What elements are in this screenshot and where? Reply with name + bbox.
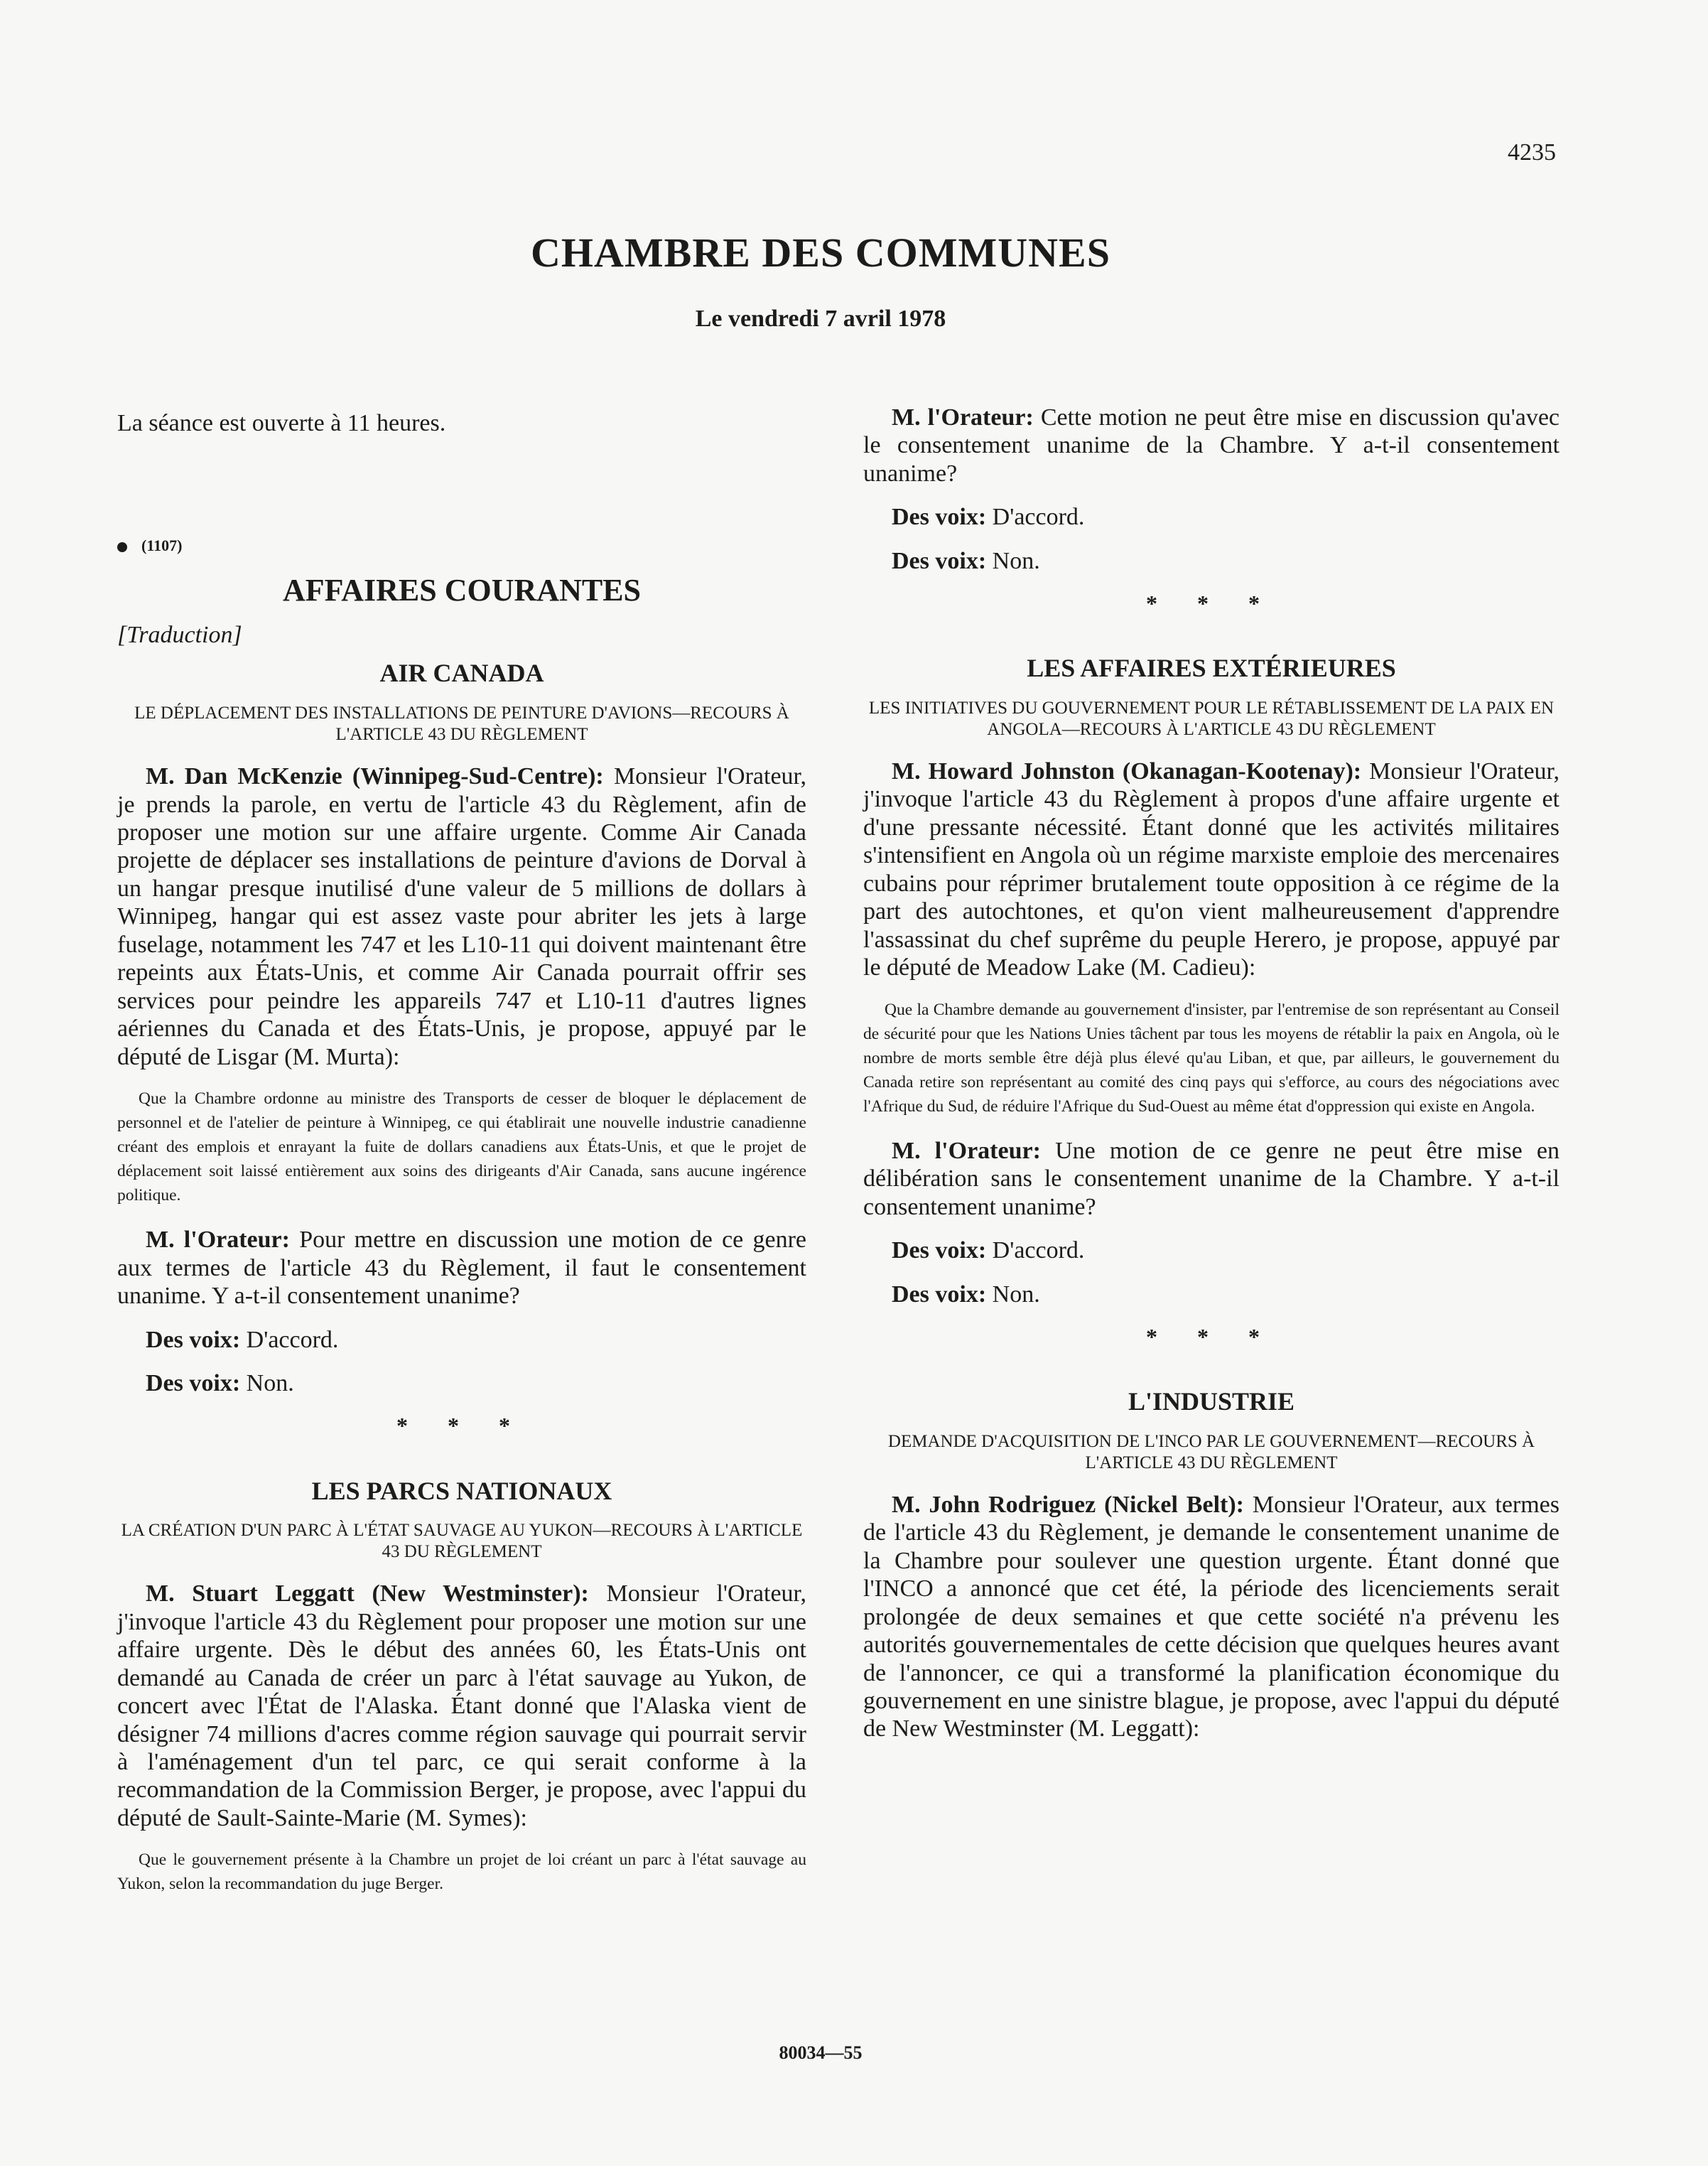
speech-orateur-text: Pour mettre en discussion une motion de ce genre aux termes de l'article 43 du Règlement, il faut le consentement unanime. Y a-t-il consentement unanime?	[117, 1227, 806, 1310]
speaker-rodriguez: M. John Rodriguez (Nickel Belt):	[892, 1491, 1244, 1518]
subheading-parcs: LA CRÉATION D'UN PARC À L'ÉTAT SAUVAGE AU YUKON—RECOURS À L'ARTICLE 43 DU RÈGLEMENT	[121, 1521, 803, 1562]
footer-code: 80034—55	[779, 2042, 863, 2063]
page-number: 4235	[1508, 139, 1556, 166]
section-title-affaires-courantes: AFFAIRES COURANTES	[282, 572, 642, 608]
section-separator: * * *	[1146, 1324, 1277, 1350]
voices-label: Des voix:	[892, 1281, 987, 1308]
speaker-orateur: M. l'Orateur:	[892, 404, 1034, 431]
section-separator: * * *	[1146, 591, 1277, 617]
speaker-johnston: M. Howard Johnston (Okanagan-Kootenay):	[892, 758, 1362, 785]
voices-non	[863, 547, 1560, 575]
voices-text: D'accord.	[246, 1326, 339, 1353]
voices-non	[863, 1281, 1560, 1308]
time-marker-text: (1107)	[141, 537, 183, 555]
heading-affaires-exterieures: LES AFFAIRES EXTÉRIEURES	[1027, 654, 1396, 683]
voices-text: Non.	[992, 1281, 1040, 1308]
speech-mckenzie	[117, 763, 806, 1071]
subheading-industrie: DEMANDE D'ACQUISITION DE L'INCO PAR LE GOUVERNEMENT—RECOURS À L'ARTICLE 43 DU RÈGLEMENT	[887, 1431, 1535, 1472]
bullet-icon	[117, 542, 127, 552]
speech-rodriguez	[863, 1491, 1560, 1743]
speech-leggatt	[117, 1580, 806, 1832]
heading-air-canada: AIR CANADA	[379, 659, 544, 688]
speech-rodriguez-text: Monsieur l'Orateur, aux termes de l'article 43 du Règlement, je demande le consentement unanime de la Chambre pour soulever une question urgente. Étant donné que l'INCO a annoncé que cet été, la période des licenciements serait prolongée de deux semaines et que cette société n'a prévenu les autorités gouvernementales de cette décision que quelques heures avant de l'annoncer, ce qui a transformé la planification économique du gouvernement en une sinistre blague, je propose, avec l'appui du député de New Westminster (M. Leggatt):	[863, 1491, 1560, 1742]
subheading-affaires-exterieures: LES INITIATIVES DU GOUVERNEMENT POUR LE RÉTABLISSEMENT DE LA PAIX EN ANGOLA—RECOURS À L'ARTICLE 43 DU RÈGLEMENT	[868, 699, 1555, 740]
motion-air-canada: Que la Chambre ordonne au ministre des Transports de cesser de bloquer le déplacement de personnel et de l'atelier de peinture à Winnipeg, ce qui établirait une nouvelle industrie canadienne créant des emplois et enrayant la fuite de dollars canadiens aux États-Unis, et que le projet de déplacement soit laissé entièrement aux soins des dirigeants d'Air Canada, sans aucune ingérence politique.	[117, 1089, 806, 1205]
speech-orateur-1	[117, 1226, 806, 1310]
voices-label: Des voix:	[892, 547, 987, 574]
voices-accord	[117, 1326, 806, 1354]
speech-mckenzie-text: Monsieur l'Orateur, je prends la parole, en vertu de l'article 43 du Règlement, afin de proposer une motion sur une affaire urgente. Comme Air Canada projette de déplacer ses installations de peinture d'avions de Dorval à un hangar presque inutilisé d'une valeur de 5 millions de dollars à Winnipeg, hangar qui est assez vaste pour abriter les jets à large fuselage, notamment les 747 et les L10-11 qui doivent maintenant être repeints aux États-Unis, et comme Air Canada pourrait offrir ses services pour peindre les appareils 747 et L10-11 d'autres lignes aériennes du Canada et des États-Unis, je propose, appuyé par le député de Lisgar (M. Murta):	[117, 763, 806, 1070]
voices-text: Non.	[992, 547, 1040, 574]
speaker-orateur: M. l'Orateur:	[892, 1137, 1041, 1164]
voices-text: D'accord.	[992, 1237, 1085, 1264]
speech-orateur-text: Cette motion ne peut être mise en discussion qu'avec le consentement unanime de la Chambre. Y a-t-il consentement unanime?	[863, 404, 1560, 487]
speech-orateur-3	[863, 1137, 1560, 1221]
voices-accord	[863, 1236, 1560, 1264]
voices-text: D'accord.	[992, 504, 1085, 531]
speech-johnston-text: Monsieur l'Orateur, j'invoque l'article 43 du Règlement à propos d'une affaire urgente et d'une pressante nécessité. Étant donné que les activités militaires s'intensifient en Angola où un régime marxiste emploie des mercenaires cubains pour réprimer brutalement toute opposition à ce régime de la part des autochtones, et qu'on vient malheureusement d'apprendre l'assassinat du chef suprême du peuple Herero, je propose, appuyé par le député de Meadow Lake (M. Cadieu):	[863, 758, 1560, 981]
left-column	[117, 404, 806, 1914]
voices-non	[117, 1369, 806, 1397]
speech-johnston	[863, 758, 1560, 982]
page-date: Le vendredi 7 avril 1978	[695, 306, 946, 332]
opening-line: La séance est ouverte à 11 heures.	[117, 410, 446, 436]
page-title: CHAMBRE DES COMMUNES	[531, 230, 1110, 276]
section-separator: * * *	[396, 1413, 527, 1439]
motion-angola: Que la Chambre demande au gouvernement d'insister, par l'entremise de son représentant au Conseil de sécurité pour que les Nations Unies tâchent par tous les moyens de rétablir la paix en Angola, où le nombre de morts semble être déjà plus élevé qu'au Liban, et que, par ailleurs, le gouvernement du Canada retire son représentant au comité des cinq pays qui s'efforce, au cours des négociations avec l'Afrique du Sud, de réduire l'Afrique du Sud-Ouest au même état d'oppression qui existe en Angola.	[863, 1000, 1560, 1116]
heading-parcs: LES PARCS NATIONAUX	[311, 1476, 612, 1505]
voices-label: Des voix:	[892, 504, 987, 531]
voices-label: Des voix:	[146, 1326, 241, 1353]
translation-note: [Traduction]	[117, 621, 242, 648]
speaker-leggatt: M. Stuart Leggatt (New Westminster):	[146, 1580, 589, 1607]
heading-industrie: L'INDUSTRIE	[1128, 1387, 1295, 1416]
motion-parcs: Que le gouvernement présente à la Chambre un projet de loi créant un parc à l'état sauvage au Yukon, selon la recommandation du juge Berger.	[117, 1850, 806, 1894]
speech-orateur-2	[863, 404, 1560, 487]
voices-label: Des voix:	[146, 1370, 241, 1397]
voices-accord	[863, 503, 1560, 531]
speaker-mckenzie: M. Dan McKenzie (Winnipeg-Sud-Centre):	[146, 763, 604, 790]
speech-leggatt-text: Monsieur l'Orateur, j'invoque l'article 43 du Règlement pour proposer une motion sur une affaire urgente. Dès le début des années 60, les États-Unis ont demandé au Canada de créer un parc à l'état sauvage au Yukon, de concert avec l'État de l'Alaska. Étant donné que l'Alaska vient de désigner 74 millions d'acres comme région sauvage qui pourrait servir à l'aménagement d'un tel parc, ce qui serait conforme à la recommandation de la Commission Berger, je propose, avec l'appui du député de Sault-Sainte-Marie (M. Symes):	[117, 1580, 806, 1831]
speaker-orateur: M. l'Orateur:	[146, 1227, 290, 1254]
right-column	[863, 404, 1560, 1759]
subheading-air-canada: LE DÉPLACEMENT DES INSTALLATIONS DE PEINTURE D'AVIONS—RECOURS À L'ARTICLE 43 DU RÈGLEMENT	[134, 704, 789, 745]
voices-label: Des voix:	[892, 1237, 987, 1264]
speech-orateur-text: Une motion de ce genre ne peut être mise en délibération sans le consentement unanime de la Chambre. Y a-t-il consentement unanime?	[863, 1137, 1560, 1220]
voices-text: Non.	[246, 1370, 294, 1397]
time-marker	[117, 537, 806, 555]
